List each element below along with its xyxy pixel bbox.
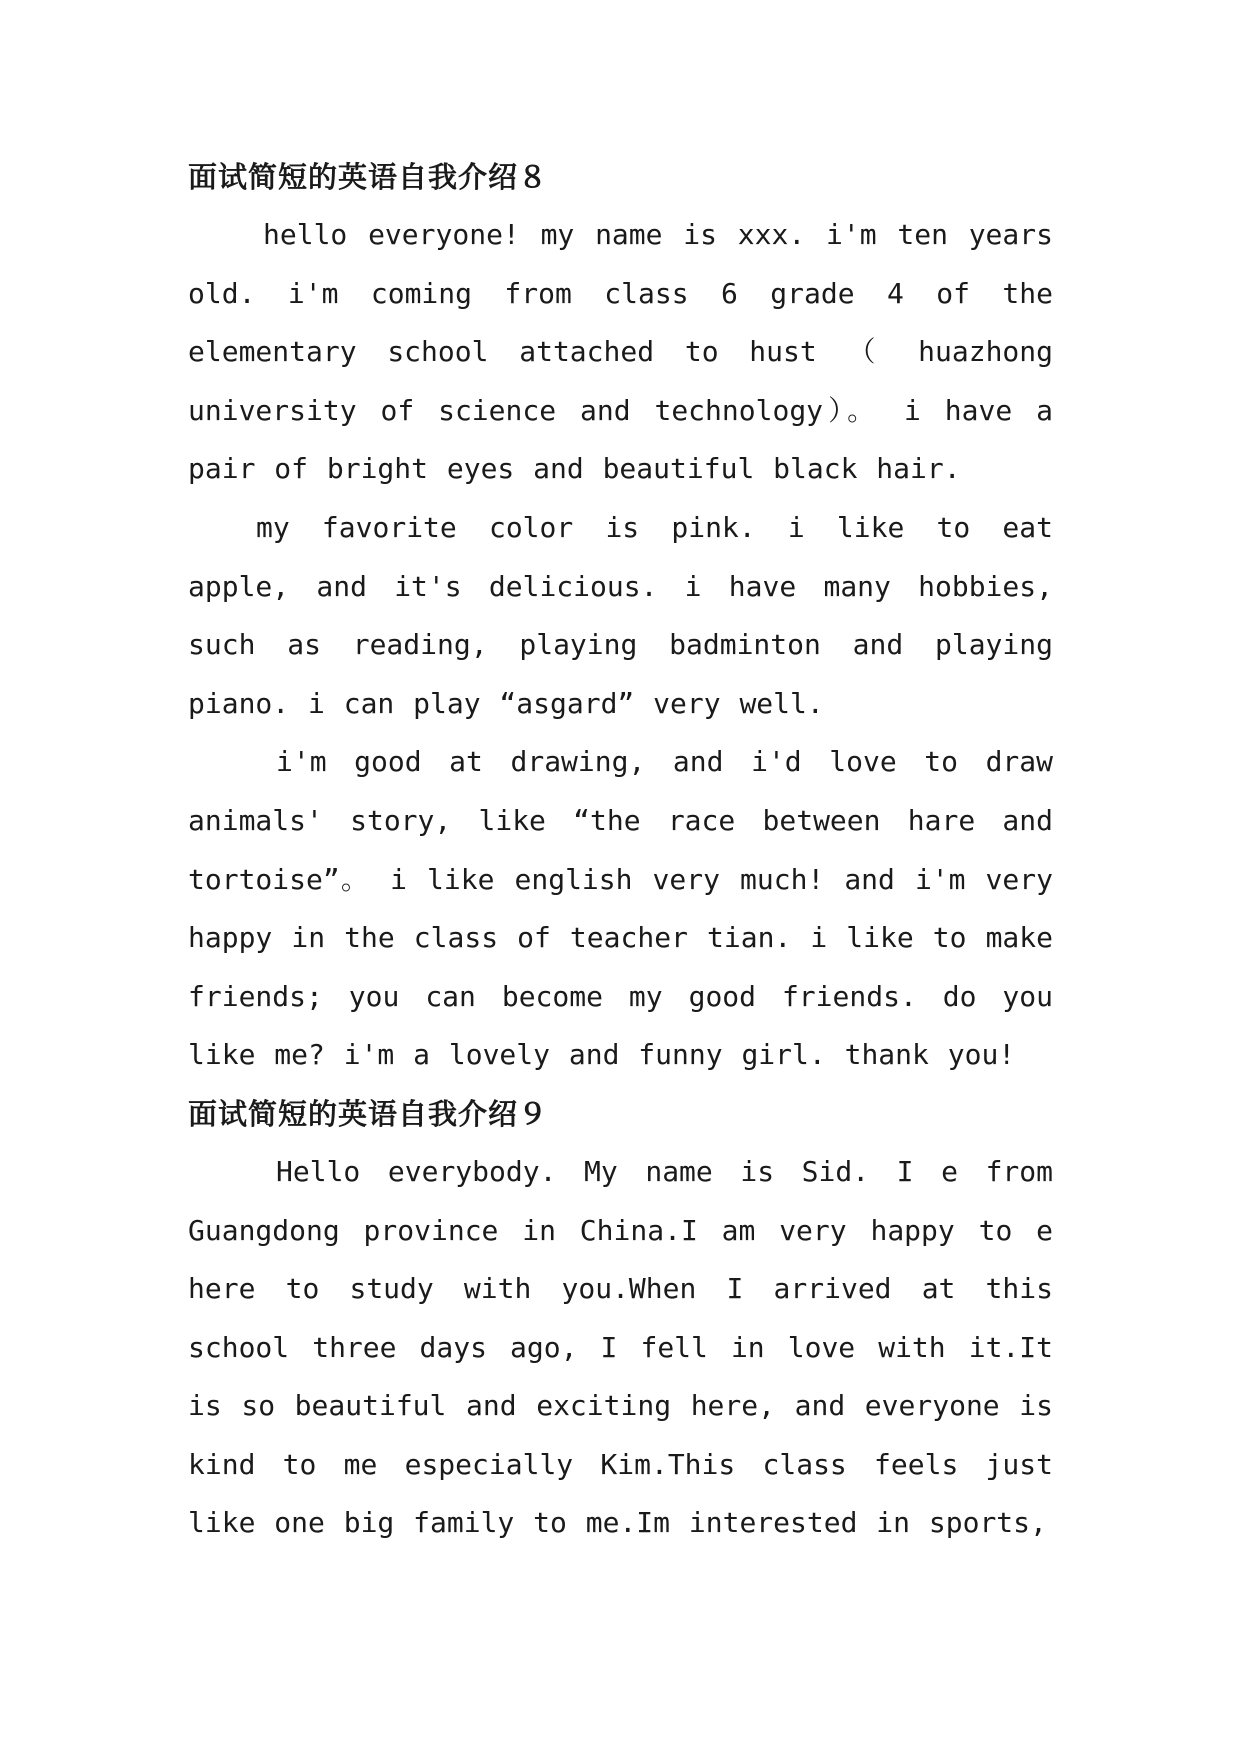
document-page xyxy=(188,148,1053,1553)
paragraph-intro: hello everyone! my name is xxx. i'm ten years old. i'm coming from class 6 grade 4 of the elementary school attached to hust （ huazhong university of science and technology）。 i have a pair of bright eyes and beautiful black hair. xyxy=(188,218,1053,486)
paragraph-drawing: i'm good at drawing, and i'd love to draw animals' story, like “the race between hare and tortoise”。 i like english very much! and i'm very happy in the class of teacher tian. i like to make friends; you can become my good friends. do you like me? i'm a lovely and funny girl. thank you! xyxy=(188,745,1053,1072)
paragraph-hello-everybody: Hello everybody. My name is Sid. I e from Guangdong province in China.I am very happy to e here to study with you.When I arrived at this school three days ago, I fell in love with it.It is so beautiful and exciting here, and everyone is kind to me especially Kim.This class feels just like one big family to me.Im interested in sports, xyxy=(188,1154,1053,1540)
paragraph-hobbies: my favorite color is pink. i like to eat apple, and it's delicious. i have many hobbies, such as reading, playing badminton and playing piano. i can play “asgard” very well. xyxy=(188,510,1053,720)
section-heading-8: 面试简短的英语自我介绍８ xyxy=(188,160,549,194)
section-heading-9: 面试简短的英语自我介绍９ xyxy=(188,1096,549,1131)
